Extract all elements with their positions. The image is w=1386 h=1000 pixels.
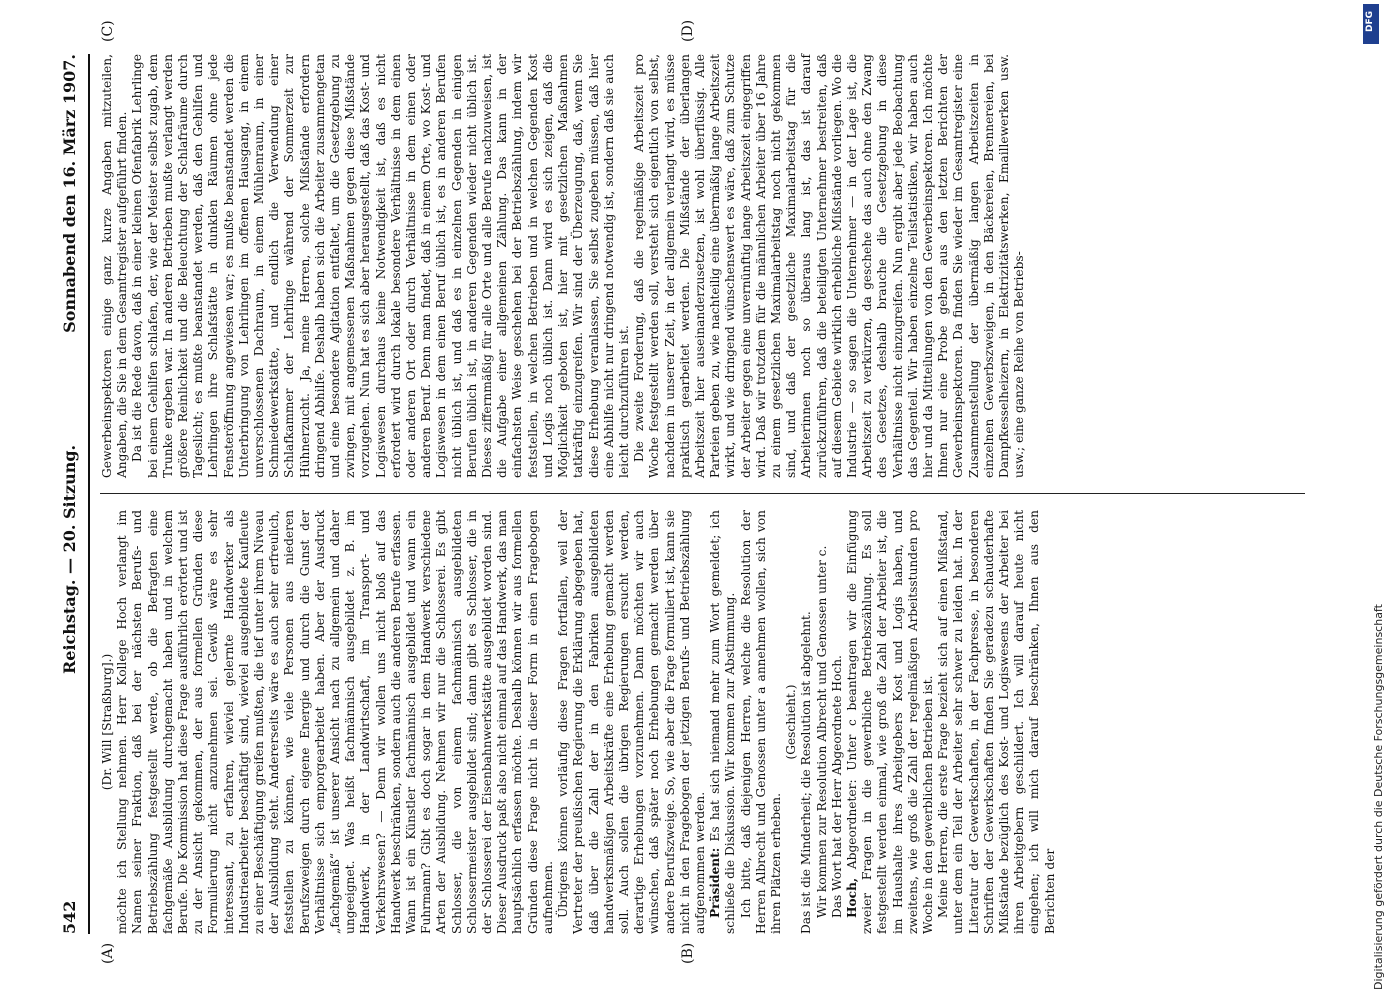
- speaker-role: Abgeordneter:: [844, 779, 859, 870]
- paragraph: Gewerbeinspektoren einige ganz kurze Angaben mitzuteilen, Angaben, die Sie in dem Gesamtregister aufgeführt finden.: [100, 54, 130, 478]
- header-rule: [88, 54, 90, 934]
- page-header: [60, 54, 86, 934]
- digitization-credit: Digitalisierung gefördert durch die Deutsche Forschungsgemeinschaft: [1372, 604, 1385, 990]
- stage-direction: (Geschieht.): [784, 684, 799, 760]
- floor-grant: Das Wort hat der Herr Abgeordnete Hoch.: [829, 655, 844, 918]
- president-statement: [708, 510, 738, 934]
- vote-call: Ich bitte, daß diejenigen Herren, welche die Resolution der Herren Albrecht und Genossen unter a annehmen wollen, sich von ihren Plätzen erheben.: [738, 510, 783, 934]
- speaker-label: Hoch,: [844, 877, 859, 918]
- margin-letter-a: (A): [100, 942, 116, 964]
- vote-result: Das ist die Minderheit; die Resolution ist abgelehnt.: [799, 611, 814, 934]
- next-item: Wir kommen zur Resolution Albrecht und Genossen unter c.: [814, 545, 829, 918]
- president-label: Präsident:: [708, 847, 723, 918]
- paragraph: Übrigens können vorläufig diese Fragen fortfallen, weil der Vertreter der preußischen Regierung die Erklärung abgegeben hat, daß über die Zahl der in den Fabriken ausgebildeten handwerksmäßigen Arbeitskräfte eine Erhebung gemacht werden soll. Auch sollen die übrigen Regierungen ersucht werden, derartige Erhebungen vorzunehmen. Dann möchten wir auch wünschen, daß später noch Erhebungen gemacht werden über andere Berufszweige. So, wie aber die Frage formuliert ist, kann sie nicht in den Fragebogen der jetzigen Berufs- und Betriebszählung aufgenommen werden.: [556, 510, 707, 934]
- margin-letter-c: (C): [100, 20, 116, 42]
- paragraph: möchte ich Stellung nehmen. Herr Kollege Hoch verlangt im Namen seiner Fraktion, daß bei der nächsten Berufs- und Betriebszählung festgestellt werde, ob die Befragten eine fachgemäße Ausbildung durchgemacht haben und in welchem Berufe. Die Kommission hat diese Frage ausführlich erörtert und ist zu der Ansicht gekommen, der aus formellen Gründen diese Formulierung nicht anzunehmen sei. Gewiß wäre es sehr interessant, zu erfahren, wieviel gelernte Handwerker als Industriearbeiter beschäftigt sind, wieviel ausgebildete Kaufleute zu einer Beschäftigung greifen mußten, die tief unter ihrem Niveau der Ausbildung steht. Andererseits wäre es auch sehr erfreulich, feststellen zu können, wie viele Personen aus niederen Berufszweigen durch eigene Energie und durch die Gunst der Verhältnisse sich emporgearbeitet haben. Aber der Ausdruck „fachgemäß“ ist unserer Ansicht nach zu allgemein und daher ungeeignet. Was heißt fachmännisch ausgebildet z. B. im Handwerk, in der Landwirtschaft, im Transport- und Verkehrswesen? — Denn wir wollen uns nicht bloß auf das Handwerk beschränken, sondern auch die anderen Berufe erfassen. Wann ist ein Künstler fachmännisch ausgebildet und wann ein Fuhrmann? Gibt es doch sogar in dem Handwerk verschiedene Arten der Ausbildung. Nehmen wir nur die Schlosserei. Es gibt Schlosser, die von einem fachmännisch ausgebildeten Schlossermeister ausgebildet sind; dann gibt es Schlosser, die in der Schlosserei der Eisenbahnwerkstätte ausgebildet worden sind. Dieser Ausdruck paßt also nicht einmal auf das Handwerk, das man hauptsächlich erfassen möchte. Deshalb können wir aus formellen Gründen diese Frage nicht in dieser Form in einen Fragebogen aufnehmen.: [115, 510, 555, 934]
- right-column: [100, 54, 1305, 478]
- margin-letter-b: (B): [680, 942, 696, 964]
- president-text: Es hat sich niemand mehr zum Wort gemeldet; ich schließe die Diskussion. Wir kommen zur Abstimmung.: [708, 510, 738, 934]
- paragraph: Die zweite Forderung, daß die regelmäßige Arbeitszeit pro Woche festgestellt werden soll, versteht sich eigentlich von selbst, nachdem in unserer Zeit, in der allgemein verlangt wird, es müsse praktisch gearbeitet werden. Die Mißstände der überlangen Arbeitszeit hier auseinanderzusetzen, ist wohl überflüssig. Alle Parteien geben zu, wie nachteilig eine übermäßig lange Arbeitszeit wirkt, und wie dringend wünschenswert es wäre, daß zum Schutze der Arbeiter gegen eine unvernünftig lange Arbeitszeit eingegriffen wird. Daß wir trotzdem für die männlichen Arbeiter über 16 Jahre zu einem gesetzlichen Maximalarbeitstag noch nicht gekommen sind, und daß der gesetzliche Maximalarbeitstag für die Arbeiterinnen noch so überaus lang ist, das ist darauf zurückzuführen, daß die beteiligten Unternehmer bestreiten, daß auf diesem Gebiete wirklich erhebliche Mißstände vorliegen. Wo die Industrie — so sagen die Unternehmer — in der Lage ist, die Arbeitszeit zu verkürzen, da geschehe das auch ohne den Zwang des Gesetzes, deshalb brauche die Gesetzgebung in diese Verhältnisse nicht einzugreifen. Nun ergibt aber jede Beobachtung das Gegenteil. Wir haben einzelne Teilstatistiken, wir haben auch hier und da Mitteilungen von den Gewerbeinspektoren. Ich möchte Ihnen nur eine Probe geben aus den letzten Berichten der Gewerbeinspektoren. Da finden Sie wieder im Gesamtregister eine Zusammenstellung der übermäßig langen Arbeitszeiten in einzelnen Gewerbszweigen, in den Bäckereien, Brennereien, bei Dampfkesselheizern, in Elektrizitätswerken, Emaillewerken usw. usw.; eine ganze Reihe von Betriebs-: [632, 54, 1027, 478]
- left-column: [100, 510, 1305, 934]
- speech-text: Unter c beantragen wir die Einfügung zweier Fragen in die gewerbliche Betriebszählung. Es soll festgestellt werden einmal, wie groß die Zahl der Arbeiter ist, die im Haushalte ihres Arbeitgebers Kost und Logis haben, und zweitens, wie groß die Zahl der regelmäßigen Arbeitsstunden pro Woche in den gewerblichen Betrieben ist.: [844, 509, 935, 934]
- document-scan: [60, 19, 1310, 964]
- speaker-tag: (Dr. Will [Straßburg].): [100, 653, 114, 791]
- speech-opening: [845, 510, 936, 934]
- margin-letter-d: (D): [680, 19, 696, 42]
- paragraph: Da ist die Rede davon, daß in einer kleinen Ofenfabrik Lehrlinge bei einem Gehilfen schlafen, der, wie der Meister selbst zugab, dem Trunke ergeben war. In anderen Betrieben mußte verlangt werden größere Reinlichkeit und die Beleuchtung der Schlafräume durch Tageslicht; es mußte beanstandet werden, daß den Gehilfen und Lehrlingen ihre Schlafstätte in dunklen Räumen ohne jede Fensteröffnung angewiesen war; es mußte beanstandet werden die Unterbringung von Lehrlingen im offenen Hausgang, in einem unverschlossenen Dachraum, in einem Mühlenraum, in einer Schmiedewerkstätte, und endlich die Verwendung einer Schlafkammer der Lehrlinge während der Sommerzeit zur Hühnerzucht. Ja, meine Herren, solche Mißstände erfordern dringend Abhilfe. Deshalb haben sich die Arbeiter zusammengetan und eine besondere Agitation entfaltet, um die Gesetzgebung zu zwingen, mit angemessenen Maßnahmen gegen diese Mißstände vorzugehen. Nun hat es sich aber herausgestellt, daß das Kost- und Logiswesen durchaus keine Notwendigkeit ist, daß es nicht erfordert wird durch lokale besondere Verhältnisse in dem einen oder anderen Ort oder durch Verhältnisse in dem einen oder anderen Beruf. Denn man findet, daß in einem Orte, wo Kost- und Logiswesen in dem einen Beruf üblich ist, es in anderen Berufen nicht üblich ist, und daß es in einzelnen Gegenden in einigen Berufen üblich ist, in anderen Gegenden wieder nicht üblich ist. Dieses ziffernmäßig für alle Orte und alle Berufe nachzuweisen, ist die Aufgabe einer allgemeinen Zählung. Das kann in der einfachsten Weise geschehen bei der Betriebszählung, indem wir feststellen, in welchen Betrieben und in welchen Gegenden Kost und Logis noch üblich ist. Dann wird es sich zeigen, daß die Möglichkeit geboten ist, hier mit gesetzlichen Maßnahmen tatkräftig einzugreifen. Wir sind der Überzeugung, daß, wenn Sie diese Erhebung veranlassen, Sie selbst zugeben müssen, daß hier eine Abhilfe nicht nur dringend notwendig ist, sondern daß sie auch leicht durchzuführen ist.: [130, 54, 631, 478]
- session-date: Sonnabend den 16. März 1907.: [60, 54, 79, 333]
- paragraph: Meine Herren, die erste Frage bezieht sich auf einen Mißstand, unter dem ein Teil der Arbeiter sehr schwer zu leiden hat. In der Literatur der Gewerkschaften, in der Fachpresse, in besonderen Schriften der Gewerkschaften finden Sie geradezu schauderhafte Mißstände bezüglich des Kost- und Logiswesens der Arbeiter bei ihren Arbeitgebern geschildert. Ich will darauf heute nicht eingehen; ich will mich darauf beschränken, Ihnen aus den Berichten der: [936, 510, 1057, 934]
- dfg-logo: [1363, 4, 1379, 44]
- page-number: 542: [60, 900, 79, 934]
- column-divider: [100, 493, 1305, 494]
- running-title: Reichstag. — 20. Sitzung.: [60, 444, 79, 674]
- dfg-logo-text: DFG: [1365, 10, 1375, 32]
